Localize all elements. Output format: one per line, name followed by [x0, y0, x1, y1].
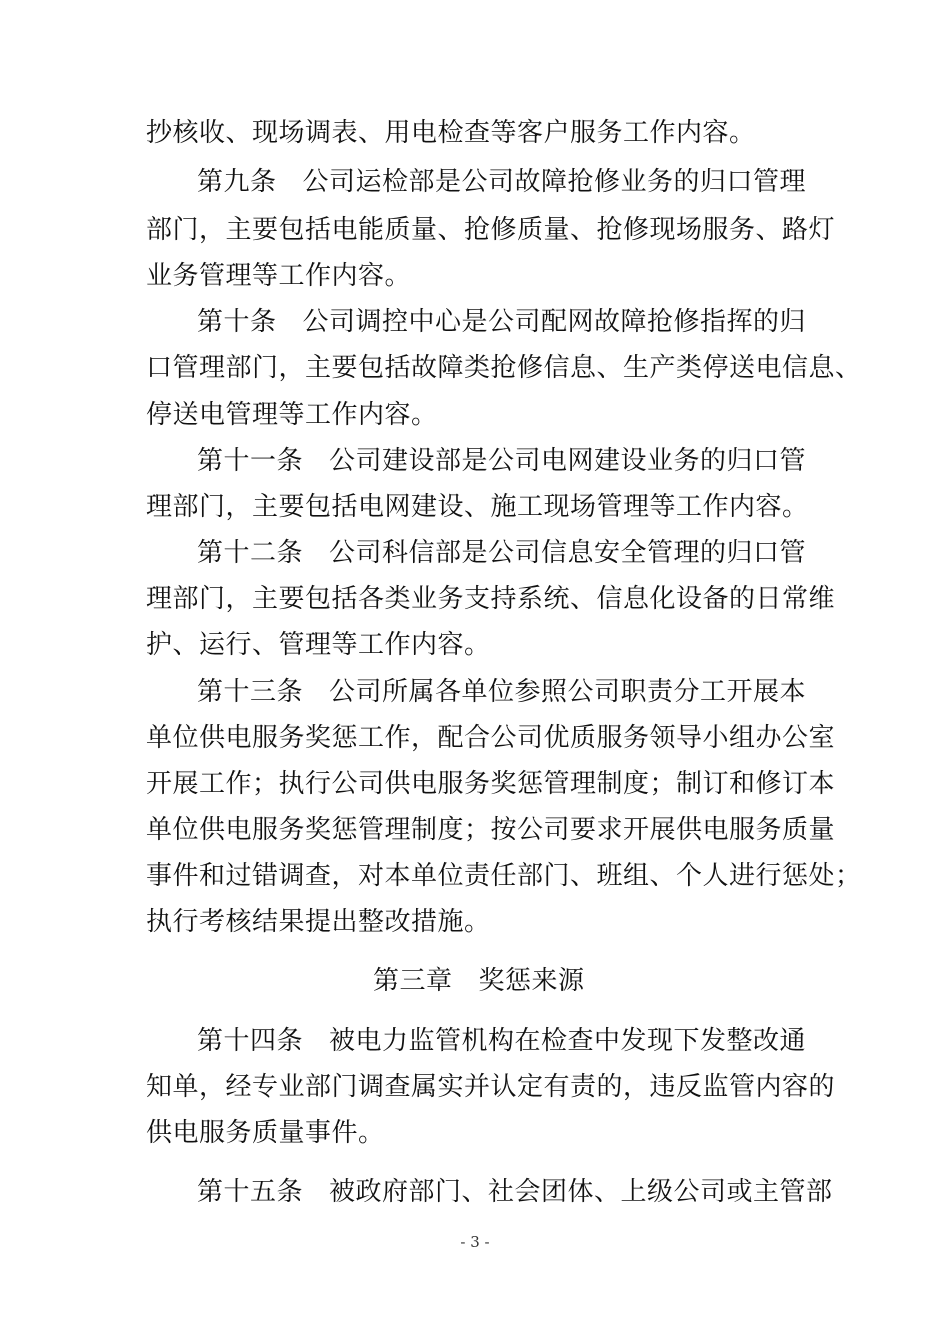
- chapter-title: 奖惩来源: [478, 966, 585, 996]
- article-9-line: 第九条 公司运检部是公司故障抢修业务的归口管理: [197, 167, 807, 197]
- article-number: 第十五条: [197, 1177, 304, 1207]
- body-line: 抄核收、现场调表、用电检查等客户服务工作内容。: [146, 118, 756, 148]
- body-line: 开展工作；执行公司供电服务奖惩管理制度；制订和修订本: [146, 769, 836, 799]
- article-12-line: 第十二条 公司科信部是公司信息安全管理的归口管: [197, 538, 807, 568]
- article-13-line: 第十三条 公司所属各单位参照公司职责分工开展本: [197, 677, 807, 707]
- body-line: 理部门，主要包括各类业务支持系统、信息化设备的日常维: [146, 584, 836, 614]
- body-line: 事件和过错调查，对本单位责任部门、班组、个人进行惩处；: [146, 861, 862, 891]
- article-number: 第十二条: [197, 538, 304, 568]
- body-line: 口管理部门，主要包括故障类抢修信息、生产类停送电信息、: [146, 353, 862, 383]
- body-line: 单位供电服务奖惩工作，配合公司优质服务领导小组办公室: [146, 723, 836, 753]
- body-line: 护、运行、管理等工作内容。: [146, 630, 491, 660]
- body-line: 单位供电服务奖惩管理制度；按公司要求开展供电服务质量: [146, 815, 836, 845]
- article-number: 第十三条: [197, 677, 304, 707]
- page-number: - 3 -: [460, 1233, 490, 1251]
- chapter-number: 第三章: [373, 966, 453, 996]
- body-line: 执行考核结果提出整改措施。: [146, 907, 491, 937]
- article-number: 第十四条: [197, 1026, 304, 1056]
- article-11-line: 第十一条 公司建设部是公司电网建设业务的归口管: [197, 446, 807, 476]
- body-line: 知单，经专业部门调查属实并认定有责的，违反监管内容的: [146, 1072, 836, 1102]
- article-15-line: 第十五条 被政府部门、社会团体、上级公司或主管部: [197, 1177, 833, 1207]
- chapter-heading: [373, 966, 585, 996]
- article-number: 第十条: [197, 307, 277, 337]
- article-14-line: 第十四条 被电力监管机构在检查中发现下发整改通: [197, 1026, 807, 1056]
- body-line: 业务管理等工作内容。: [146, 261, 412, 291]
- article-10-line: 第十条 公司调控中心是公司配网故障抢修指挥的归: [197, 307, 807, 337]
- article-number: 第十一条: [197, 446, 304, 476]
- body-line: 理部门，主要包括电网建设、施工现场管理等工作内容。: [146, 492, 809, 522]
- body-line: 部门，主要包括电能质量、抢修质量、抢修现场服务、路灯: [146, 215, 836, 245]
- body-line: 供电服务质量事件。: [146, 1118, 385, 1148]
- article-number: 第九条: [197, 167, 277, 197]
- body-line: 停送电管理等工作内容。: [146, 400, 438, 430]
